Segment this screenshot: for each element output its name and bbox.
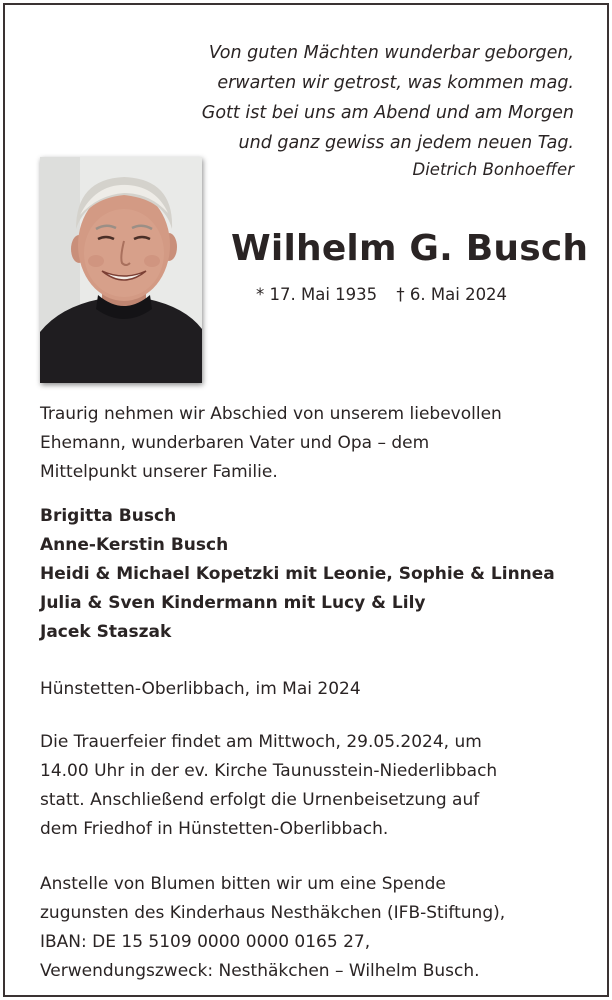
poem-line: Von guten Mächten wunderbar geborgen,: [208, 43, 574, 63]
service-line: dem Friedhof in Hünstetten-Oberlibbach.: [40, 819, 389, 839]
intro-line: Ehemann, wunderbaren Vater und Opa – dem: [40, 433, 430, 453]
service-line: 14.00 Uhr in der ev. Kirche Taunusstein-Niederlibbach: [40, 761, 498, 781]
portrait-photo: [40, 157, 202, 383]
mourner-name: Brigitta Busch: [40, 506, 177, 526]
mourner-name: Anne-Kerstin Busch: [40, 535, 229, 555]
donation-line: zugunsten des Kinderhaus Nesthäkchen (IFB-Stiftung),: [40, 903, 506, 923]
mourner-name: Heidi & Michael Kopetzki mit Leonie, Sophie & Linnea: [40, 564, 555, 584]
mourner-name: Julia & Sven Kindermann mit Lucy & Lily: [40, 593, 426, 613]
donation-info: [40, 870, 505, 986]
donation-line: Anstelle von Blumen bitten wir um eine Spende: [40, 874, 446, 894]
poem-line: Gott ist bei uns am Abend und am Morgen: [201, 103, 574, 123]
service-info: [40, 728, 497, 844]
poem-line: erwarten wir getrost, was kommen mag.: [217, 73, 574, 93]
place-date: Hünstetten-Oberlibbach, im Mai 2024: [40, 679, 361, 699]
mourner-name: Jacek Staszak: [40, 622, 172, 642]
poem-author: Dietrich Bonhoeffer: [412, 160, 574, 179]
intro-line: Mittelpunkt unserer Familie.: [40, 462, 278, 482]
life-dates: [256, 285, 521, 304]
service-line: statt. Anschließend erfolgt die Urnenbeisetzung auf: [40, 790, 480, 810]
deceased-name: Wilhelm G. Busch: [231, 228, 589, 269]
service-line: Die Trauerfeier findet am Mittwoch, 29.05.2024, um: [40, 732, 482, 752]
donation-line: IBAN: DE 15 5109 0000 0000 0165 27,: [40, 932, 371, 952]
intro-text: [40, 400, 502, 487]
poem-quote: [202, 38, 574, 158]
poem-line: und ganz gewiss an jedem neuen Tag.: [238, 133, 574, 153]
mourners-list: [40, 502, 555, 647]
donation-line: Verwendungszweck: Nesthäkchen – Wilhelm Busch.: [40, 961, 480, 981]
death-date: † 6. Mai 2024: [396, 285, 508, 304]
birth-date: * 17. Mai 1935: [256, 285, 378, 304]
intro-line: Traurig nehmen wir Abschied von unserem liebevollen: [40, 404, 502, 424]
